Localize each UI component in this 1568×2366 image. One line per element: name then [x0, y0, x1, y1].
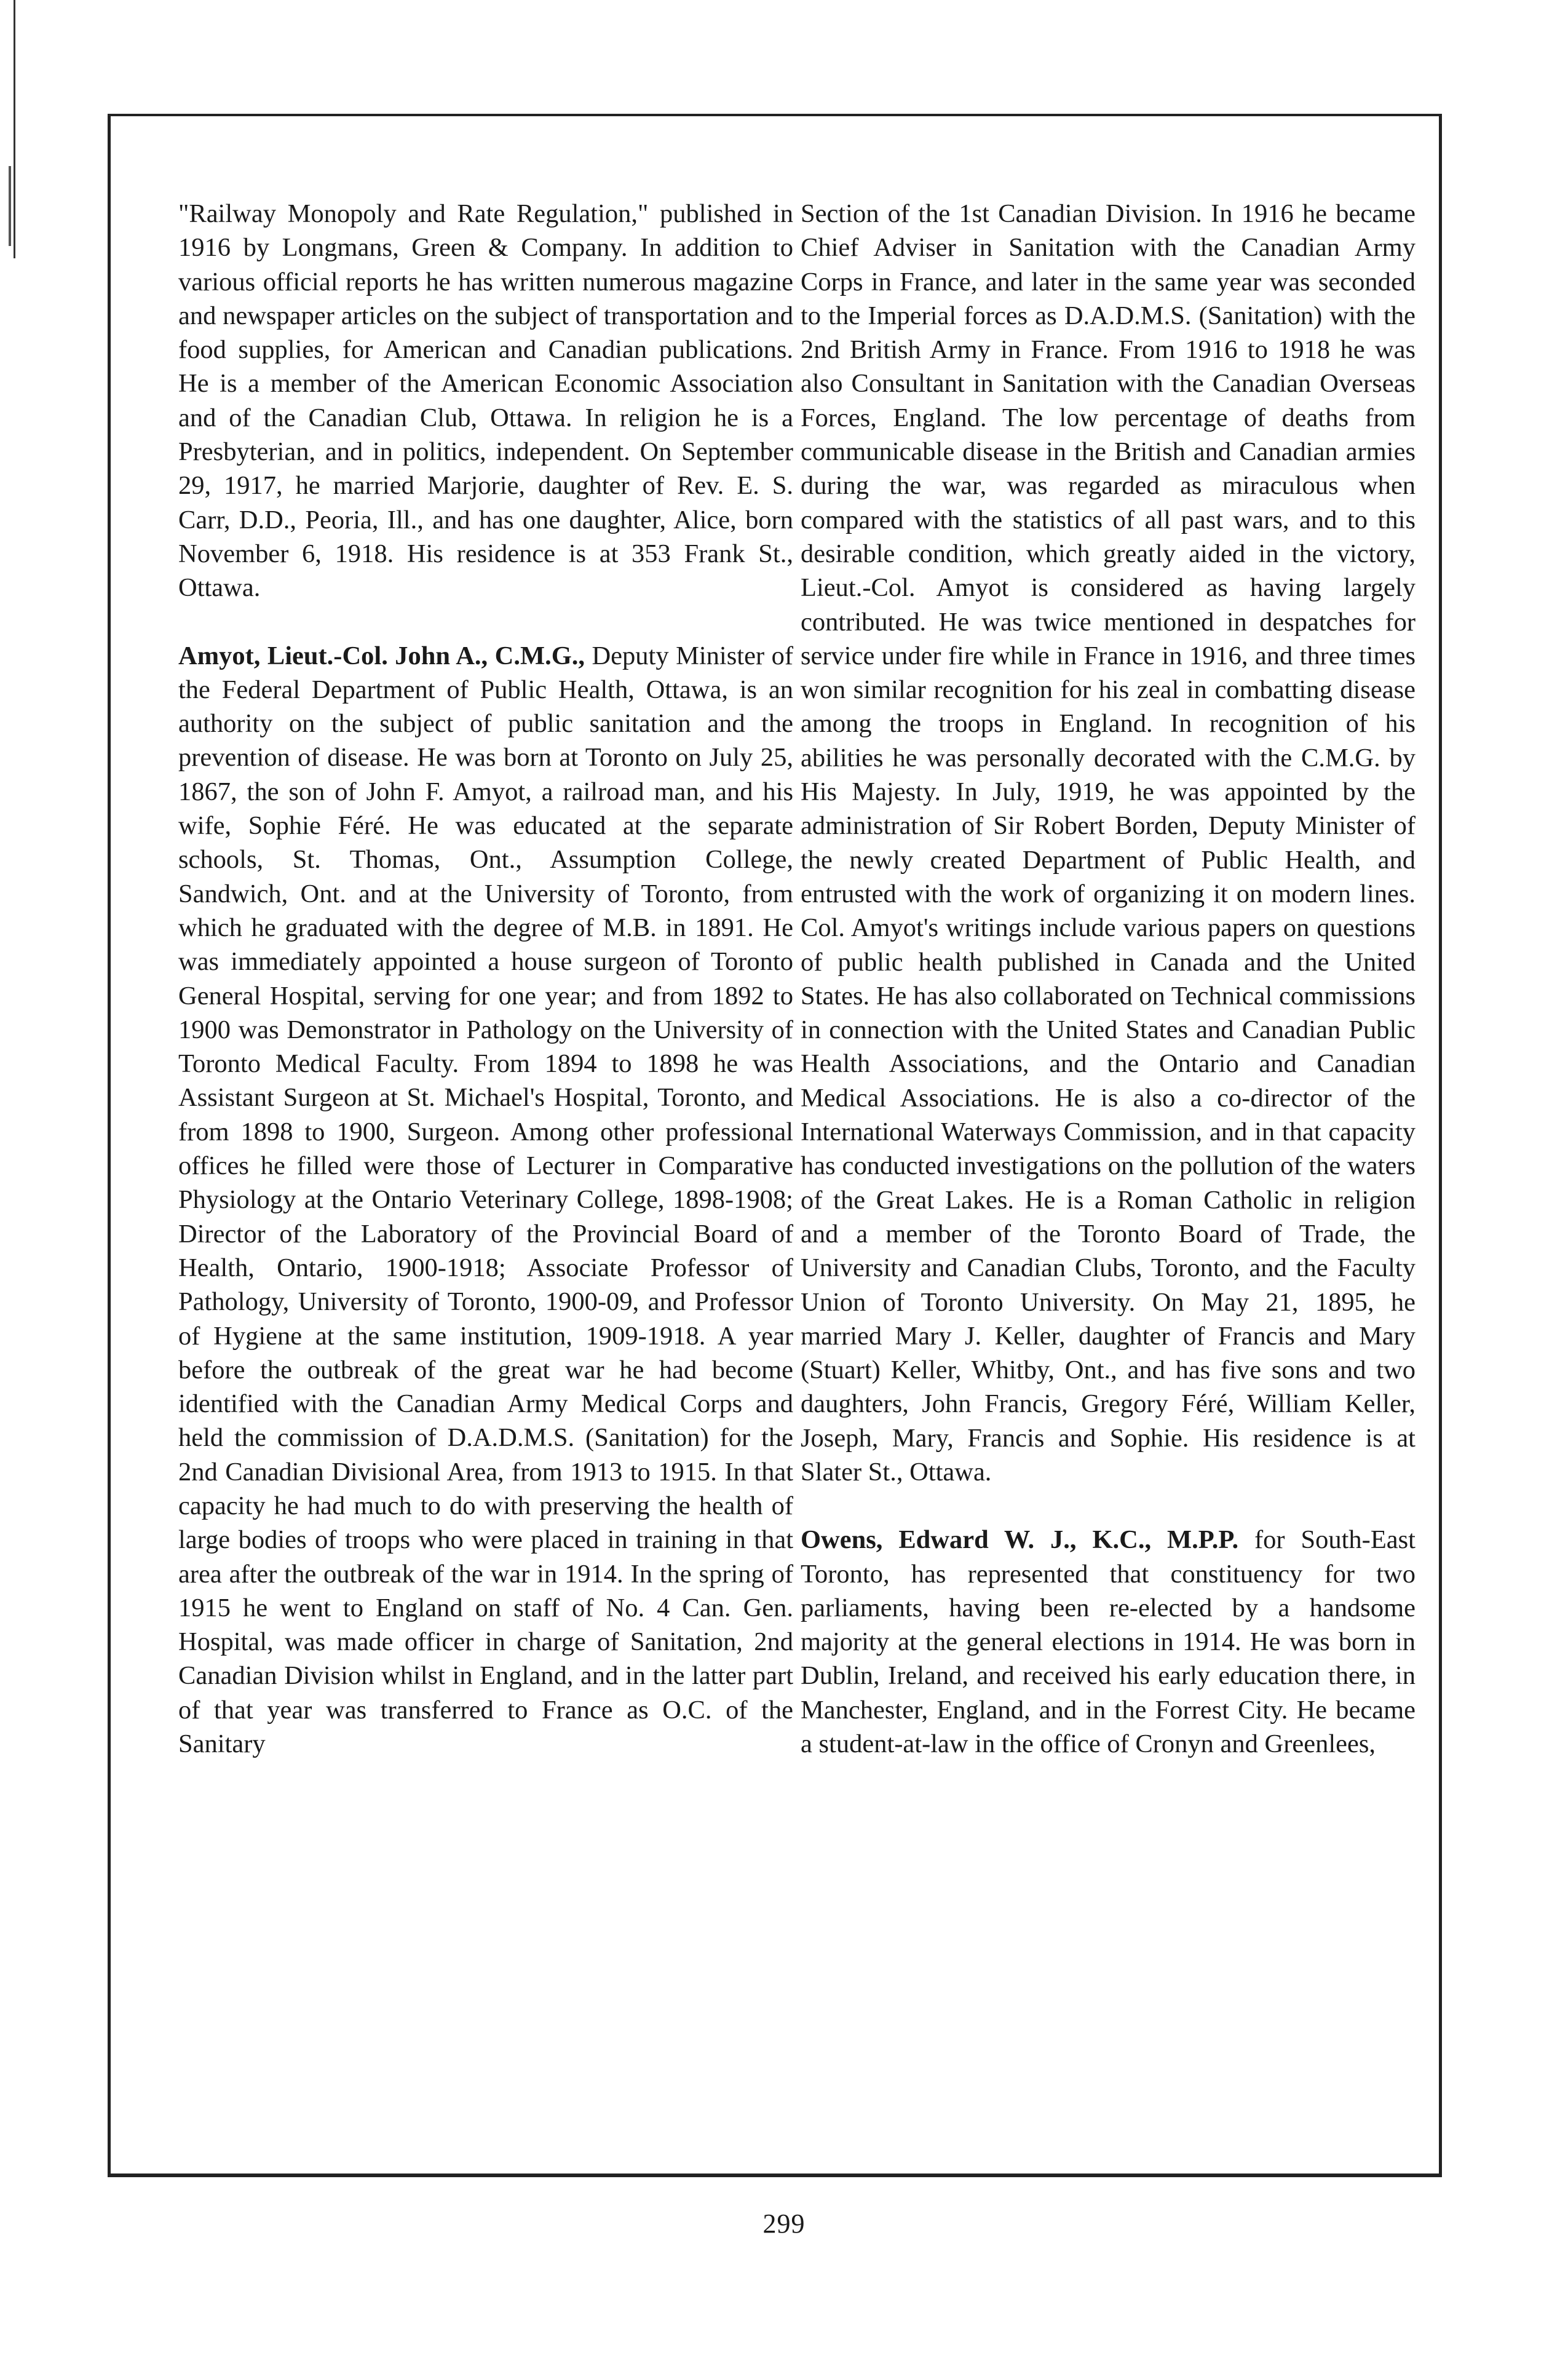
- left-column: [178, 197, 793, 1761]
- right-column: [801, 197, 1416, 1761]
- biography-entry-owens: [801, 1523, 1416, 1761]
- scan-margin-mark: [9, 166, 11, 246]
- entry-name: Owens, Edward W. J., K.C., M.P.P.: [801, 1525, 1239, 1555]
- entry-text: for South-East Toronto, has represented that constituency for two parliaments, having been re-elected by a handsome majority at the general elections in 1914. He was born in Dublin, Ireland, and received his early education there, in Manchester, England, and in the Forrest City. He became a student-at-law in the office of Cronyn and Greenlees,: [801, 1525, 1416, 1759]
- page-number: 299: [762, 2209, 806, 2239]
- entry-name: Amyot, Lieut.-Col. John A., C.M.G.,: [178, 641, 585, 670]
- entry-text: Deputy Minister of the Federal Department of Public Health, Ottawa, is an authority on the subject of public sanitation and the prevention of disease. He was born at Toronto on July 25, 1867, the son of John F. Amyot, a railroad man, and his wife, Sophie Féré. He was educated at the separate schools, St. Thomas, Ont., Assumption College, Sandwich, Ont. and at the University of Toronto, from which he graduated with the degree of M.B. in 1891. He was immediately appointed a house surgeon of Toronto General Hospital, serving for one year; and from 1892 to 1900 was Demonstrator in Pathology on the University of Toronto Medical Faculty. From 1894 to 1898 he was Assistant Surgeon at St. Michael's Hospital, Toronto, and from 1898 to 1900, Surgeon. Among other professional offices he filled were those of Lecturer in Comparative Physiology at the Ontario Veterinary College, 1898-1908; Director of the Laboratory of the Provincial Board of Health, Ontario, 1900-1918; Associate Professor of Pathology, University of Toronto, 1900-09, and Professor of Hygiene at the same institution, 1909-1918. A year before the outbreak of the great war he had become identified with the Canadian Army Medical Corps and held the commission of D.A.D.M.S. (Sanitation) for the 2nd Canadian Divisional Area, from 1913 to 1915. In that capacity he had much to do with preserving the health of large bodies of troops who were placed in training in that area after the outbreak of the war in 1914. In the spring of 1915 he went to England on staff of No. 4 Can. Gen. Hospital, was made officer in charge of Sanitation, 2nd Canadian Division whilst in England, and in the latter part of that year was transferred to France as O.C. of the Sanitary: [178, 641, 793, 1759]
- scan-margin-mark: [14, 0, 15, 258]
- continued-paragraph: "Railway Monopoly and Rate Regulation," published in 1916 by Longmans, Green & Company. In addition to various official reports he has written numerous magazine and newspaper articles on the subject of transportation and food supplies, for American and Canadian publications. He is a member of the American Economic Association and of the Canadian Club, Ottawa. In religion he is a Presbyterian, and in politics, independent. On September 29, 1917, he married Marjorie, daughter of Rev. E. S. Carr, D.D., Peoria, Ill., and has one daughter, Alice, born November 6, 1918. His residence is at 353 Frank St., Ottawa.: [178, 199, 793, 603]
- continued-paragraph: Section of the 1st Canadian Division. In 1916 he became Chief Adviser in Sanitation with the Canadian Army Corps in France, and later in the same year was seconded to the Imperial forces as D.A.D.M.S. (Sanitation) with the 2nd British Army in France. From 1916 to 1918 he was also Consultant in Sanitation with the Canadian Overseas Forces, England. The low percentage of deaths from communicable disease in the British and Canadian armies during the war, was regarded as miraculous when compared with the statistics of all past wars, and to this desirable condition, which greatly aided in the victory, Lieut.-Col. Amyot is considered as having largely contributed. He was twice mentioned in despatches for service under fire while in France in 1916, and three times won similar recognition for his zeal in combatting disease among the troops in England. In recognition of his abilities he was personally decorated with the C.M.G. by His Majesty. In July, 1919, he was appointed by the administration of Sir Robert Borden, Deputy Minister of the newly created Department of Public Health, and entrusted with the work of organizing it on modern lines. Col. Amyot's writings include various papers on questions of public health published in Canada and the United States. He has also collaborated on Technical commissions in connection with the United States and Canadian Public Health Associations, and the Ontario and Canadian Medical Associations. He is also a co-director of the International Waterways Commission, and in that capacity has conducted investigations on the pollution of the waters of the Great Lakes. He is a Roman Catholic in religion and a member of the Toronto Board of Trade, the University and Canadian Clubs, Toronto, and the Faculty Union of Toronto University. On May 21, 1895, he married Mary J. Keller, daughter of Francis and Mary (Stuart) Keller, Whitby, Ont., and has five sons and two daughters, John Francis, Gregory Féré, William Keller, Joseph, Mary, Francis and Sophie. His residence is at Slater St., Ottawa.: [801, 199, 1416, 1487]
- biography-entry-amyot: [178, 639, 793, 1761]
